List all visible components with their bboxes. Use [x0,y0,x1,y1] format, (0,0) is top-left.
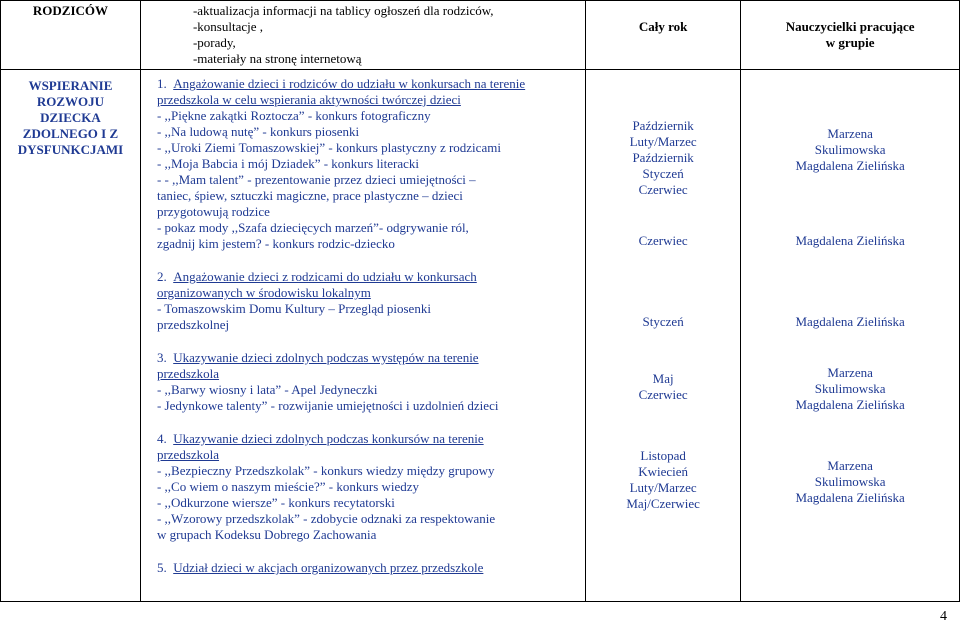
area-title-parents [1,1,141,70]
term-item: Maj/Czerwiec [626,496,700,511]
person-name: Magdalena Zielińska [795,233,905,248]
list-item: - ,,Piękne zakątki Roztocza” - konkurs fotograficzny [156,108,431,123]
area-title-support [1,70,141,602]
person-name: Magdalena Zielińska [795,158,905,173]
list-item: - Jedynkowe talenty” - rozwijanie umiejętności i uzdolnień dzieci [156,398,499,413]
section-2 [157,269,581,333]
list-item: - ,,Bezpieczny Przedszkolak” - konkurs wiedzy między grupowy [156,463,495,478]
list-item: -aktualizacja informacji na tablicy ogłoszeń dla rodziców, [192,3,494,18]
list-item: - ,,Na ludową nutę” - konkurs piosenki [156,124,360,139]
term-cell [586,1,741,70]
list-item: - ,,Wzorowy przedszkolak” - zdobycie odznaki za respektowanie [156,511,496,526]
list-item: - Tomaszowskim Domu Kultury – Przegląd piosenki [156,301,431,316]
list-item: - ,,Barwy wiosny i lata” - Apel Jedyneczki [156,382,378,397]
term-item: Czerwiec [638,387,688,402]
person-name: Marzena [827,365,873,380]
section-1 [157,76,581,252]
item-number: 2. [156,269,167,284]
section-4 [157,431,581,543]
cell-text: ZDOLNEGO I Z [22,126,119,141]
table-row [1,1,960,70]
term-item: Listopad [640,448,686,463]
list-item: taniec, śpiew, sztuczki magiczne, prace plastyczne – dzieci [156,188,463,203]
section-title: organizowanych w środowisku lokalnym [156,285,371,300]
list-item: -konsultacje , [192,19,263,34]
section-title: Udział dzieci w akcjach organizowanych przez przedszkole [173,560,484,575]
page-number: 4 [940,609,947,624]
section-title: Angażowanie dzieci i rodziców do udziału w konkursach na terenie [173,76,526,91]
cell-text: RODZICÓW [32,3,109,18]
list-item: -porady, [192,35,236,50]
item-number: 5. [156,560,167,575]
person-name: Magdalena Zielińska [795,490,905,505]
term-item: Kwiecień [638,464,689,479]
section-3 [157,350,581,414]
person-name: Skulimowska [814,474,886,489]
cell-text: w grupie [825,35,875,50]
list-item: - - ,,Mam talent” - prezentowanie przez dzieci umiejętności – [156,172,476,187]
activities-cell [140,70,585,602]
section-title: Angażowanie dzieci z rodzicami do udziału w konkursach [173,269,477,284]
section-title: Ukazywanie dzieci zdolnych podczas konkursów na terenie [173,431,484,446]
term-item: Styczeń [642,166,684,181]
section-title: przedszkola w celu wspierania aktywności twórczej dzieci [156,92,461,107]
cell-text: DZIECKA [40,110,101,125]
responsible-cell [741,1,960,70]
cell-text: WSPIERANIE [28,78,113,93]
section-5 [157,560,581,576]
term-item: Maj [652,371,674,386]
term-item: Luty/Marzec [629,134,697,149]
list-item: - ,,Odkurzone wiersze” - konkurs recytatorski [156,495,395,510]
list-item: -materiały na stronę internetową [192,51,362,66]
list-item: w grupach Kodeksu Dobrego Zachowania [156,527,377,542]
person-name: Skulimowska [814,142,886,157]
list-item: przygotowują rodzice [156,204,270,219]
list-item: - pokaz mody ,,Szafa dziecięcych marzeń”- odgrywanie ról, [156,220,469,235]
section-title: Ukazywanie dzieci zdolnych podczas występów na terenie [173,350,479,365]
person-name: Skulimowska [814,381,886,396]
item-number: 1. [156,76,167,91]
term-item: Czerwiec [638,182,688,197]
list-item: przedszkolnej [156,317,230,332]
term-cell [586,70,741,602]
activities-cell [140,1,585,70]
cell-text: ROZWOJU [36,94,105,109]
person-name: Marzena [827,126,873,141]
term-item: Październik [632,150,694,165]
person-name: Magdalena Zielińska [795,397,905,412]
list-item: - ,,Uroki Ziemi Tomaszowskiej” - konkurs plastyczny z rodzicami [156,140,501,155]
list-item: - ,,Moja Babcia i mój Dziadek” - konkurs literacki [156,156,420,171]
term-item: Czerwiec [638,233,688,248]
list-item: - ,,Co wiem o naszym mieście?” - konkurs wiedzy [156,479,420,494]
person-name: Marzena [827,458,873,473]
cell-text: Cały rok [638,19,688,34]
section-title: przedszkola [156,447,220,462]
person-name: Magdalena Zielińska [795,314,905,329]
section-title: przedszkola [156,366,220,381]
item-number: 3. [156,350,167,365]
table-row [1,70,960,602]
term-item: Luty/Marzec [629,480,697,495]
item-number: 4. [156,431,167,446]
term-item: Styczeń [642,314,684,329]
responsible-cell [741,70,960,602]
cell-text: Nauczycielki pracujące [785,19,915,34]
cell-text: DYSFUNKCJAMI [17,142,124,157]
term-item: Październik [632,118,694,133]
list-item: zgadnij kim jestem? - konkurs rodzic-dziecko [156,236,395,251]
